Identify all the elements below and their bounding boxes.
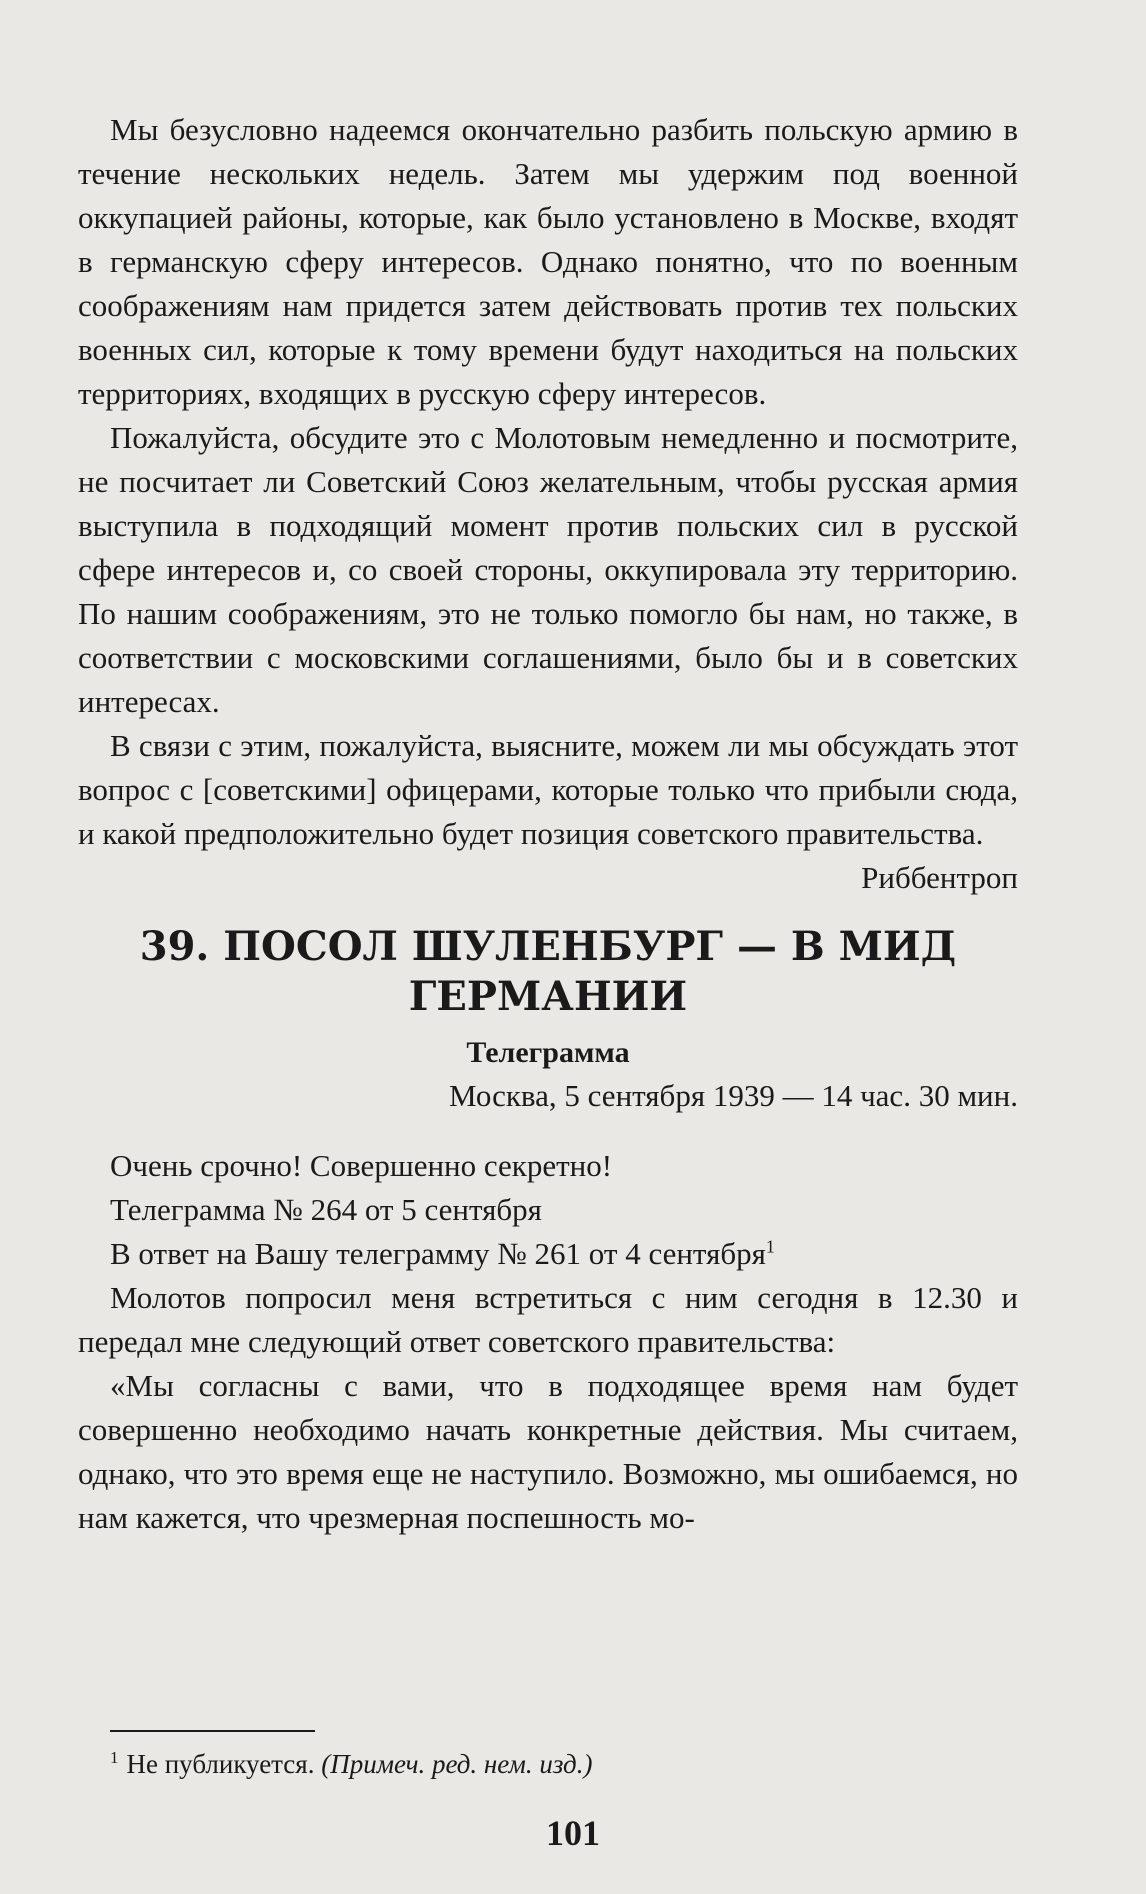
- dateline: Москва, 5 сентября 1939 — 14 час. 30 мин.: [449, 1078, 1018, 1113]
- paragraph-quote: «Мы согласны с вами, что в подходящее время нам будет совершенно необходимо начать конкретные действия. Мы считаем, однако, что это время еще не наступило. Возможно, мы ошибаемся, но нам кажется, что чрезмерная поспешность мо-: [78, 1368, 1018, 1535]
- urgency-line: Очень срочно! Совершенно секретно!: [110, 1148, 613, 1183]
- paragraph-3: В связи с этим, пожалуйста, выясните, можем ли мы обсуждать этот вопрос с [советскими] офицерами, которые только что прибыли сюда, и какой предположительно будет позиция советского правительства.: [78, 728, 1018, 851]
- signature: Риббентроп: [861, 860, 1018, 895]
- page-number: 101: [546, 1813, 600, 1853]
- reply-reference-line: [78, 1232, 1018, 1276]
- footnote: [110, 1740, 592, 1782]
- section-subheading: Телеграмма: [466, 1036, 630, 1069]
- footnote-ref-mark: 1: [765, 1236, 775, 1257]
- footnote-editor-note: (Примеч. ред. нем. изд.): [321, 1749, 593, 1779]
- paragraph-2: Пожалуйста, обсудите это с Молотовым немедленно и посмотрите, не посчитает ли Советский Союз желательным, чтобы русская армия выступила в подходящий момент против польских сил в русской сфере интересов и, со своей стороны, оккупировала эту территорию. По нашим соображениям, это не только помогло бы нам, но также, в соответствии с московскими соглашениями, было бы и в советских интересах.: [78, 420, 1018, 719]
- footnote-text: Не публикуется.: [126, 1749, 315, 1779]
- reply-reference-text: В ответ на Вашу телеграмму № 261 от 4 сентября: [110, 1236, 766, 1271]
- footnote-divider: [110, 1730, 315, 1732]
- paragraph-1: Мы безусловно надеемся окончательно разбить польскую армию в течение нескольких недель. Затем мы удержим под военной оккупацией районы, которые, как было установлено в Москве, входят в германскую сферу интересов. Однако понятно, что по военным соображениям нам придется затем действовать против тех польских военных сил, которые к тому времени будут находиться на польских территориях, входящих в русскую сферу интересов.: [78, 112, 1018, 411]
- paragraph-molotov: Молотов попросил меня встретиться с ним сегодня в 12.30 и передал мне следующий ответ советского правительства:: [78, 1280, 1018, 1359]
- section-heading: 39. ПОСОЛ ШУЛЕНБУРГ — В МИД ГЕРМАНИИ: [139, 923, 957, 1020]
- telegram-number-line: Телеграмма № 264 от 5 сентября: [110, 1192, 542, 1227]
- footnote-mark: 1: [110, 1748, 119, 1767]
- page-body: [78, 108, 1018, 1540]
